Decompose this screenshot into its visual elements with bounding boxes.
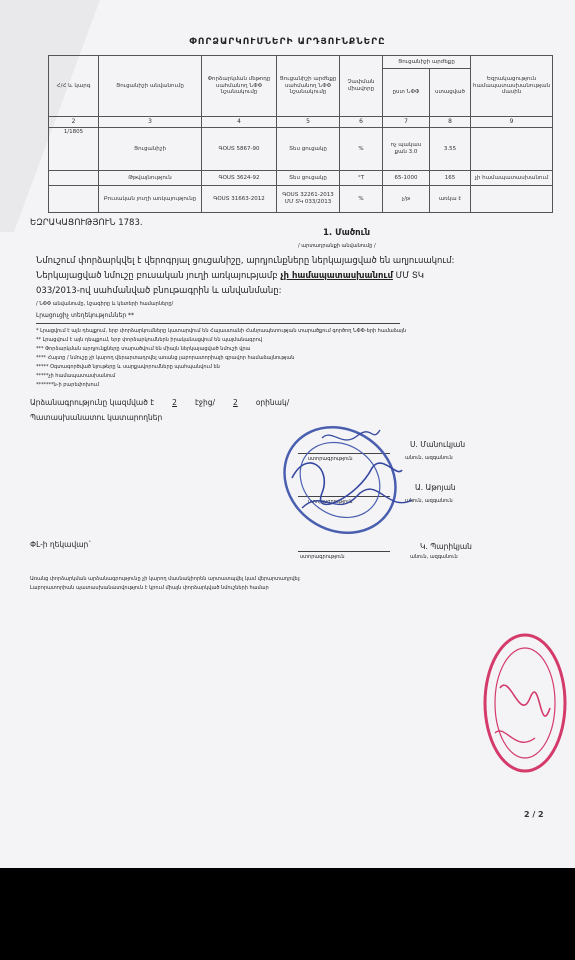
footnote: *******ն-ի բարեփոխում — [36, 382, 100, 388]
cell-unit: % — [340, 186, 383, 213]
additional-info: Լրացուցիչ տեղեկություններ ** — [36, 312, 135, 319]
header-method: Փորձարկման մեթոդը սահմանող ՆՓՓ նշանակումը — [202, 56, 277, 117]
col-num: 3 — [99, 117, 202, 128]
signer-2-name: Ա. Աթոյան — [415, 483, 456, 492]
cell-norm-value: 65-1000 — [383, 171, 430, 186]
protocol-pages — [30, 398, 289, 407]
col-num: 2 — [49, 117, 99, 128]
signer-1-sub: անուն, ազգանուն — [405, 455, 453, 461]
cell-indicator: Բուսական յուղի առկայությունը — [99, 186, 202, 213]
table-row — [49, 186, 553, 213]
norm-caption: / ՆՓՓ անվանումը, նշագիրը և կետերի համարները/ — [36, 301, 174, 307]
table-row — [49, 128, 553, 171]
header-unit: Չափման միավորը — [340, 56, 383, 117]
signer-2-sub: անուն, ազգանուն — [405, 498, 453, 504]
cell-method: ԳՕՍՏ 5867-90 — [202, 128, 277, 171]
cell-conclusion — [471, 128, 553, 171]
sample-caption: / արտադրանքի անվանումը / — [298, 243, 376, 249]
red-stamp-icon — [480, 628, 570, 778]
signer-3-caption: ստորագրություն — [300, 554, 345, 560]
header-value-result: ստացված — [430, 69, 471, 117]
cell-norm: Տես ցուցակը — [277, 171, 340, 186]
col-num: 8 — [430, 117, 471, 128]
results-table — [48, 55, 553, 213]
cell-indicator: Թթվայնություն — [99, 171, 202, 186]
copy-count: 2 — [233, 398, 238, 407]
cell-conclusion: չի համապատասխանում — [471, 171, 553, 186]
paragraph-3: 033/2013-ով սահմանված բնութագրին և անվանմանը: — [36, 286, 282, 296]
cell-number — [49, 186, 99, 213]
responsible-label: Պատասխանատու կատարողներ — [30, 413, 163, 422]
header-norm: Ցուցանիշի արժեքը սահմանող ՆՓՓ նշանակումը — [277, 56, 340, 117]
footnote: *** Փորձարկման արդյունքները տարածվում են միայն ներկայացված նմուշի վրա — [36, 346, 251, 352]
noncompliance-text: չի համապատասխանում — [280, 271, 393, 281]
protocol-label: Արձանագրությունը կազմված է — [30, 398, 155, 407]
header-conclusion: Եզրակացություն համապատասխանության մասին — [471, 56, 553, 117]
cell-norm: ԳՕՍՏ 32261-2013 ՄՄ ՏԿ 033/2013 — [277, 186, 340, 213]
table-row — [49, 171, 553, 186]
cell-result: առկա է — [430, 186, 471, 213]
header-value-norm: ըստ ՆՓՓ — [383, 69, 430, 117]
paragraph-2-end: ՄՄ ՏԿ — [392, 271, 425, 281]
cell-norm-value: չ/թ — [383, 186, 430, 213]
header-value: Ցուցանիշի արժեքը — [383, 56, 471, 69]
footnote: * Լրացվում է այն դեպքում, երբ փորձարկումները կատարվում են Հայաստանի Հանրապետության տարածքում գործող ՆՓՓ-երի համաձայն — [36, 328, 407, 334]
pages-suffix: էջից/ — [194, 398, 216, 407]
signer-1-name: Ս. Մանուկյան — [410, 440, 466, 449]
cell-number — [49, 171, 99, 186]
signer-1-caption: ստորագրություն — [308, 456, 353, 462]
blue-stamp-icon — [262, 408, 422, 548]
paragraph-2 — [36, 271, 424, 281]
additional-info-line — [36, 323, 400, 324]
cell-result: 165 — [430, 171, 471, 186]
cell-unit: % — [340, 128, 383, 171]
cell-result: 3.55 — [430, 128, 471, 171]
header-indicator: Ցուցանիշի անվանումը — [99, 56, 202, 117]
cell-method: ԳՕՍՏ 31663-2012 — [202, 186, 277, 213]
cell-indicator: Ցուցանիշի — [99, 128, 202, 171]
page-count: 2 — [172, 398, 177, 407]
paragraph-2-start: Ներկայացված նմուշը բուսական յուղի առկայությամբ — [36, 271, 281, 281]
conclusion-label: ԵԶՐԱԿԱՑՈՒԹՅՈՒՆ 1783. — [30, 218, 143, 228]
cell-number: 1/1805 — [49, 128, 99, 171]
results-title: ՓՈՐՁԱՐԿՈՒՄՆԵՐԻ ԱՐԴՅՈՒՆՔՆԵՐԸ — [189, 37, 386, 47]
footnote: *****չի համապատասխանում — [36, 373, 116, 379]
col-num: 5 — [277, 117, 340, 128]
signer-3-sub: անուն, ազգանուն — [410, 554, 458, 560]
signer-3-name: Կ. Պարիկյան — [420, 542, 472, 551]
disclaimer-1: Առանց փորձարկման արձանագրությունը չի կարող մասնակիորեն արտատպվել կամ վերարտադրվել: — [30, 576, 301, 582]
cell-method: ԳՕՍՏ 3624-92 — [202, 171, 277, 186]
col-num: 6 — [340, 117, 383, 128]
footnote: **** Հայտը / նմուշը չի կարող վերարտադրվել առանց լաբորատորիայի գրավոր համաձայնության — [36, 355, 295, 361]
col-num: 4 — [202, 117, 277, 128]
header-number: Հ/Հ և կարգ — [49, 56, 99, 117]
signature-line — [298, 551, 390, 552]
table-header-row — [49, 56, 553, 69]
page-number: 2 / 2 — [524, 810, 544, 819]
signer-2-caption: ստորագրություն — [308, 499, 353, 505]
cell-norm-value: ոչ պակաս քան 3.0 — [383, 128, 430, 171]
copies-suffix: օրինակ/ — [255, 398, 290, 407]
col-num: 7 — [383, 117, 430, 128]
cell-unit: °T — [340, 171, 383, 186]
paragraph-1: Նմուշում փորձարկվել է վերոգրյալ ցուցանիշը, արդյունքները ներկայացված են աղյուսակում: — [36, 256, 455, 266]
footnote: ***** Օգտագործված նյութերը և սարքավորումները պահպանվում են — [36, 364, 220, 370]
lab-head-label: ՓԼ-ի ղեկավար` — [30, 540, 93, 549]
col-num: 9 — [471, 117, 553, 128]
cell-conclusion — [471, 186, 553, 213]
cell-norm: Տես ցուցակը — [277, 128, 340, 171]
footnote: ** Լրացվում է այն դեպքում, երբ փորձարկումներն իրականացվում են պայմանագրով — [36, 337, 263, 343]
column-number-row — [49, 117, 553, 128]
sample-name: 1. Մածուն — [323, 228, 371, 238]
disclaimer-2: Լաբորատորիան պատասխանատվություն է կրում միայն փորձարկված նմուշների համար — [30, 585, 269, 591]
